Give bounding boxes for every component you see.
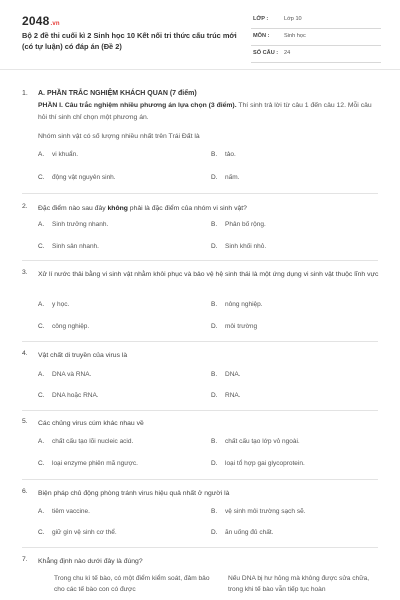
question-divider <box>22 341 378 342</box>
question-text-post: phải là đặc điểm của nhóm vi sinh vật? <box>127 205 247 212</box>
statement-table <box>38 574 378 600</box>
question-text: Xử lí nước thải bằng vi sinh vật nhằm khôi phục và bảo vệ hệ sinh thái là một ứng dụng vi sinh vật thuộc lĩnh vực <box>38 271 379 278</box>
option-text: Sinh khối nhỏ. <box>225 243 267 250</box>
question-text: Vật chất di truyền của virus là <box>38 352 128 359</box>
question-text-pre: Đặc điểm nào sau đây <box>38 205 108 212</box>
question-number: 4. <box>22 350 28 357</box>
option-letter: D. <box>211 392 218 399</box>
meta-value: Lớp 10 <box>284 16 302 22</box>
option-text: DNA. <box>225 371 241 378</box>
logo-suffix: .vn <box>50 21 60 27</box>
option-text: giữ gìn vệ sinh cơ thể. <box>52 529 117 536</box>
statement-cell-right: Nếu DNA bị hư hỏng mà không được sửa chữa, trong khi tế bào vẫn tiếp tục hoàn <box>228 575 370 593</box>
option-letter: C. <box>38 529 45 536</box>
option-letter: A. <box>38 371 45 378</box>
logo-main: 2048 <box>22 14 50 28</box>
question-text-emphasis: không <box>107 205 128 212</box>
meta-key: MÔN : <box>253 33 270 39</box>
option-letter: B. <box>211 301 218 308</box>
question-divider <box>22 193 378 194</box>
option-letter: A. <box>38 301 45 308</box>
section-title: A. PHẦN TRẮC NGHIỆM KHÁCH QUAN (7 điểm) <box>38 90 197 97</box>
option-letter: C. <box>38 174 45 181</box>
option-text: vi khuẩn. <box>52 151 79 158</box>
question-number: 1. <box>22 90 28 97</box>
meta-value: Sinh học <box>284 33 306 39</box>
section-intro-bold: PHẦN I. Câu trắc nghiệm nhiều phương án lựa chọn (3 điểm). <box>38 102 237 109</box>
question-number: 2. <box>22 203 28 210</box>
meta-row-class <box>251 12 381 29</box>
option-text: tảo. <box>225 151 236 158</box>
meta-value: 24 <box>284 50 291 56</box>
statement-cell-left: Trong chu kì tế bào, có một điểm kiểm soát, đảm bảo cho các tế bào con có được <box>54 575 210 593</box>
option-text: nấm. <box>225 174 240 181</box>
option-text: y học. <box>52 301 70 308</box>
option-text: Phân bố rộng. <box>225 221 266 228</box>
question-divider <box>22 479 378 480</box>
question-number: 5. <box>22 418 28 425</box>
header-divider <box>0 69 400 70</box>
option-text: động vật nguyên sinh. <box>52 174 116 181</box>
option-text: loại enzyme phiên mã ngược. <box>52 460 138 467</box>
option-letter: C. <box>38 392 45 399</box>
option-text: RNA. <box>225 392 241 399</box>
option-text: Sinh trưởng nhanh. <box>52 221 109 228</box>
question-text: Các chủng virus cúm khác nhau về <box>38 420 144 427</box>
option-letter: B. <box>211 438 218 445</box>
option-text: vệ sinh môi trường sạch sẽ. <box>225 508 306 515</box>
option-letter: B. <box>211 508 218 515</box>
section-intro <box>38 100 378 124</box>
question-text: Biện pháp chủ động phòng tránh virus hiệu quả nhất ở người là <box>38 490 230 497</box>
option-text: công nghiệp. <box>52 323 90 330</box>
meta-key: SỐ CÂU : <box>253 50 279 56</box>
option-letter: D. <box>211 460 218 467</box>
option-text: DNA và RNA. <box>52 371 92 378</box>
option-letter: B. <box>211 371 218 378</box>
document-title: Bộ 2 đề thi cuối kì 2 Sinh học 10 Kết nối tri thức cấu trúc mới (có tự luận) có đáp án (Đề 2) <box>22 31 237 51</box>
option-text: nông nghiệp. <box>225 301 263 308</box>
option-text: ăn uống đủ chất. <box>225 529 274 536</box>
question-divider <box>22 547 378 548</box>
option-text: chất cấu tạo lõi nucleic acid. <box>52 438 134 445</box>
question-number: 3. <box>22 269 28 276</box>
option-text: tiêm vaccine. <box>52 508 90 515</box>
option-letter: A. <box>38 151 45 158</box>
question-text <box>38 203 380 215</box>
option-letter: D. <box>211 243 218 250</box>
option-text: môi trường <box>225 323 258 330</box>
option-letter: C. <box>38 243 45 250</box>
question-divider <box>22 260 378 261</box>
question-number: 6. <box>22 488 28 495</box>
document-header <box>0 0 400 70</box>
question-divider <box>22 410 378 411</box>
document-meta <box>251 12 381 63</box>
option-text: DNA hoặc RNA. <box>52 392 99 399</box>
option-text: Sinh sản nhanh. <box>52 243 99 250</box>
option-text: loại tổ hợp gai glycoprotein. <box>225 460 305 467</box>
section-intro-text: Thí sinh trả lời từ câu 1 đến câu 12. Mỗi câu hỏi thí sinh chỉ chọn một phương án. <box>38 102 372 121</box>
option-letter: B. <box>211 221 218 228</box>
question-text: Nhóm sinh vật có số lượng nhiều nhất trên Trái Đất là <box>38 133 200 140</box>
site-logo[interactable] <box>22 14 60 28</box>
question-text: Khẳng định nào dưới đây là đúng? <box>38 558 143 565</box>
option-letter: B. <box>211 151 218 158</box>
option-letter: A. <box>38 221 45 228</box>
option-letter: C. <box>38 323 45 330</box>
meta-row-count <box>251 46 381 63</box>
option-letter: D. <box>211 323 218 330</box>
option-text: chất cấu tạo lớp vỏ ngoài. <box>225 438 300 445</box>
option-letter: A. <box>38 438 45 445</box>
question-number: 7. <box>22 556 28 563</box>
meta-row-subject <box>251 29 381 46</box>
option-letter: D. <box>211 174 218 181</box>
option-letter: D. <box>211 529 218 536</box>
option-letter: C. <box>38 460 45 467</box>
meta-key: LỚP : <box>253 16 269 22</box>
option-letter: A. <box>38 508 45 515</box>
